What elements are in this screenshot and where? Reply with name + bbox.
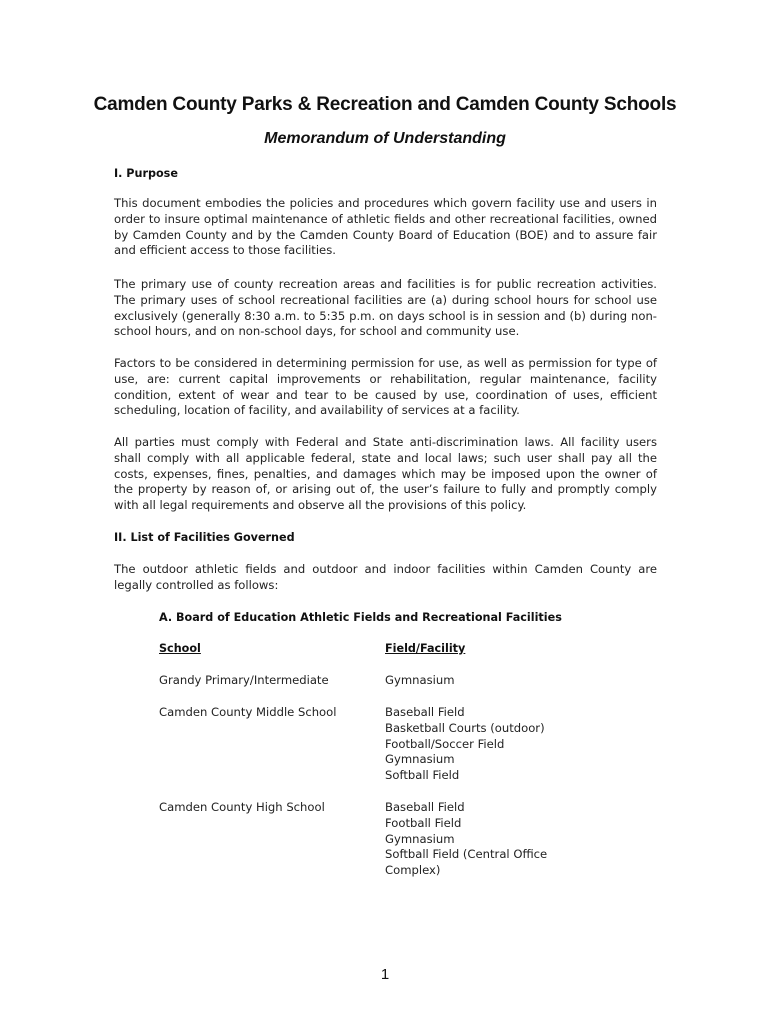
section-heading-facilities: II. List of Facilities Governed [114, 531, 295, 544]
facility-item: Gymnasium [385, 831, 455, 846]
table-row-school: Camden County Middle School [159, 705, 337, 719]
column-header-school: School [159, 642, 201, 655]
facility-item: Basketball Courts (outdoor) [385, 720, 545, 735]
subsection-heading: A. Board of Education Athletic Fields and Recreational Facilities [159, 611, 562, 624]
table-row-facilities [385, 800, 585, 879]
table-row-facilities [385, 705, 585, 784]
facility-item: Complex) [385, 863, 441, 878]
table-row-school: Camden County High School [159, 800, 325, 814]
facility-item: Softball Field [385, 768, 460, 783]
paragraph: The primary use of county recreation areas and facilities is for public recreation activities. The primary uses of school recreational facilities are (a) during school hours for school use exclusively (generally 8:30 a.m. to 5:35 p.m. on days school is in session and (b) during non-school hours, and on non-school days, for school and community use. [114, 277, 657, 339]
section-heading-purpose: I. Purpose [114, 167, 178, 180]
document-subtitle: Memorandum of Understanding [264, 130, 506, 147]
facility-item: Baseball Field [385, 705, 465, 719]
facility-item: Gymnasium [385, 673, 455, 687]
page-number: 1 [380, 966, 390, 983]
facility-item: Football/Soccer Field [385, 736, 505, 751]
table-row-facilities [385, 673, 585, 689]
column-header-facility: Field/Facility [385, 642, 466, 655]
facility-item: Baseball Field [385, 800, 465, 814]
paragraph: This document embodies the policies and procedures which govern facility use and users in order to insure optimal maintenance of athletic fields and other recreational facilities, owned by Camden County and by the Camden County Board of Education (BOE) and to assure fair and efficient access to those facilities. [114, 196, 657, 258]
paragraph: All parties must comply with Federal and State anti-discrimination laws. All facility users shall comply with all applicable federal, state and local laws; such user shall pay all the costs, expenses, fines, penalties, and damages which may be imposed upon the owner of the property by reason of, or arising out of, the user’s failure to fully and promptly comply with all legal requirements and observe all the provisions of this policy. [114, 435, 657, 513]
document-title: Camden County Parks & Recreation and Camden County Schools [93, 94, 677, 115]
facility-item: Gymnasium [385, 752, 455, 767]
table-row-school: Grandy Primary/Intermediate [159, 673, 329, 687]
facility-item: Softball Field (Central Office [385, 847, 548, 862]
facility-item: Football Field [385, 815, 462, 830]
paragraph: The outdoor athletic fields and outdoor and indoor facilities within Camden County are legally controlled as follows: [114, 562, 657, 592]
paragraph: Factors to be considered in determining permission for use, as well as permission for type of use, are: current capital improvements or rehabilitation, regular maintenance, facility condition, extent of wear and tear to be caused by use, coordination of uses, efficient scheduling, location of facility, and availability of services at a facility. [114, 356, 657, 418]
